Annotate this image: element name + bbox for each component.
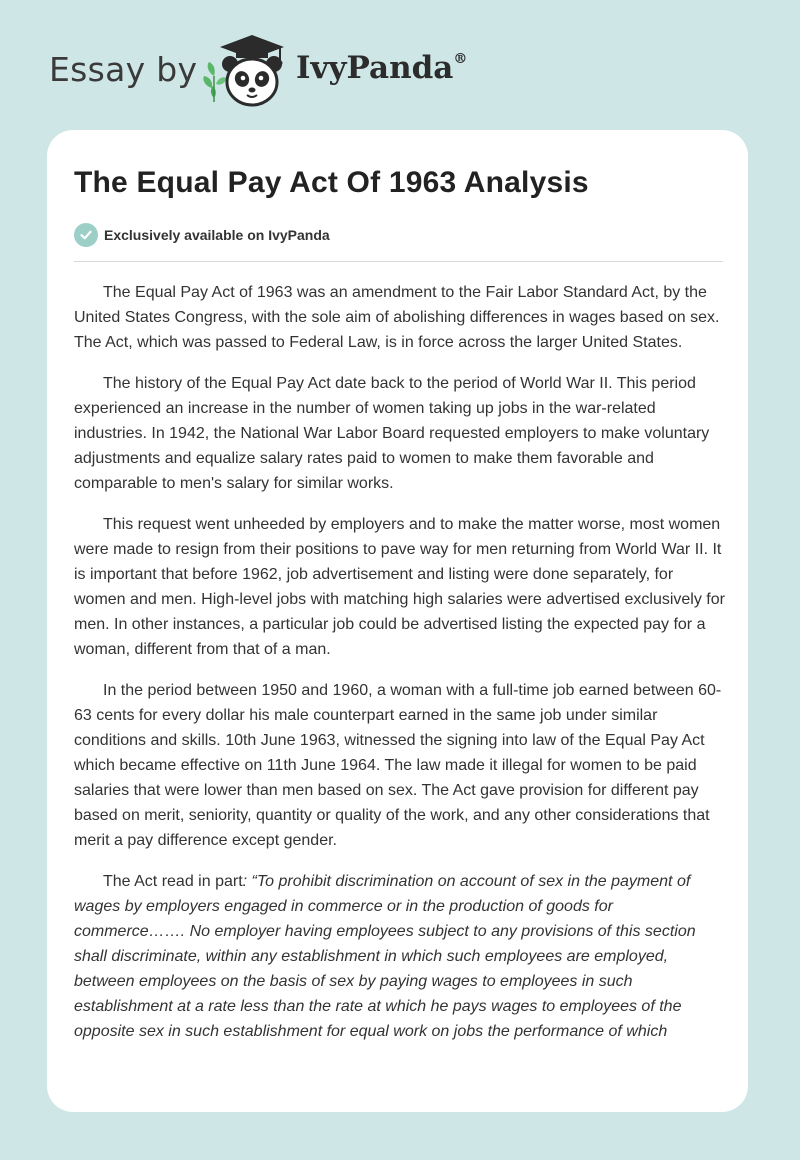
registered-mark: ® bbox=[453, 50, 468, 67]
check-icon bbox=[74, 223, 98, 247]
quote-intro: The Act read in part bbox=[103, 873, 243, 890]
brand-logo-text[interactable] bbox=[296, 50, 467, 86]
quote-text: : “To prohibit discrimination on account of sex in the payment of wages by employers engaged in commerce or in the production of goods for commerce……. No employer having employees subject to any provisions of this section shall discriminate, within any establishment in which such employees are employed, between employees on the basis of sex by paying wages to employees in such establishment at a rate less than the rate at which he pays wages to employees of the opposite sex in such establishment for equal work on jobs the performance of which bbox=[74, 873, 696, 1040]
essay-body bbox=[74, 280, 726, 1060]
site-header bbox=[0, 0, 800, 130]
panda-graduate-icon[interactable] bbox=[200, 32, 290, 110]
essay-by-label: Essay by bbox=[49, 50, 198, 89]
paragraph-2: The history of the Equal Pay Act date back to the period of World War II. This period experienced an increase in the number of women taking up jobs in the war-related industries. In 1942, the National War Labor Board requested employers to make voluntary adjustments and equalize salary rates paid to women to make them favorable and comparable to men's salary for similar works. bbox=[74, 375, 710, 492]
page-title: The Equal Pay Act Of 1963 Analysis bbox=[74, 166, 589, 199]
paragraph-4: In the period between 1950 and 1960, a woman with a full-time job earned between 60-63 cents for every dollar his male counterpart earned in the same job under similar conditions and skills. 10th June 1963, witnessed the signing into law of the Equal Pay Act which became effective on 11th June 1964. The law made it illegal for women to be paid salaries that were lower than men based on sex. The Act gave provision for different pay based on merit, seniority, quantity or quality of the work, and any other considerations that merit a pay difference except gender. bbox=[74, 682, 722, 849]
paragraph-3: This request went unheeded by employers and to make the matter worse, most women were made to resign from their positions to pave way for men returning from World War II. It is important that before 1962, job advertisement and listing were done separately, for women and men. High-level jobs with matching high salaries were advertised exclusively for men. In other instances, a particular job could be advertised listing the expected pay for a woman, different from that of a man. bbox=[74, 516, 725, 658]
exclusive-badge bbox=[74, 222, 330, 248]
brand-name: IvyPanda bbox=[296, 50, 454, 86]
exclusive-label: Exclusively available on IvyPanda bbox=[104, 227, 330, 243]
paragraph-1: The Equal Pay Act of 1963 was an amendment to the Fair Labor Standard Act, by the United States Congress, with the sole aim of abolishing differences in wages based on sex. The Act, which was passed to Federal Law, is in force across the larger United States. bbox=[74, 284, 720, 351]
divider bbox=[74, 261, 723, 262]
paragraph-5 bbox=[74, 869, 726, 1044]
essay-card bbox=[47, 130, 748, 1112]
